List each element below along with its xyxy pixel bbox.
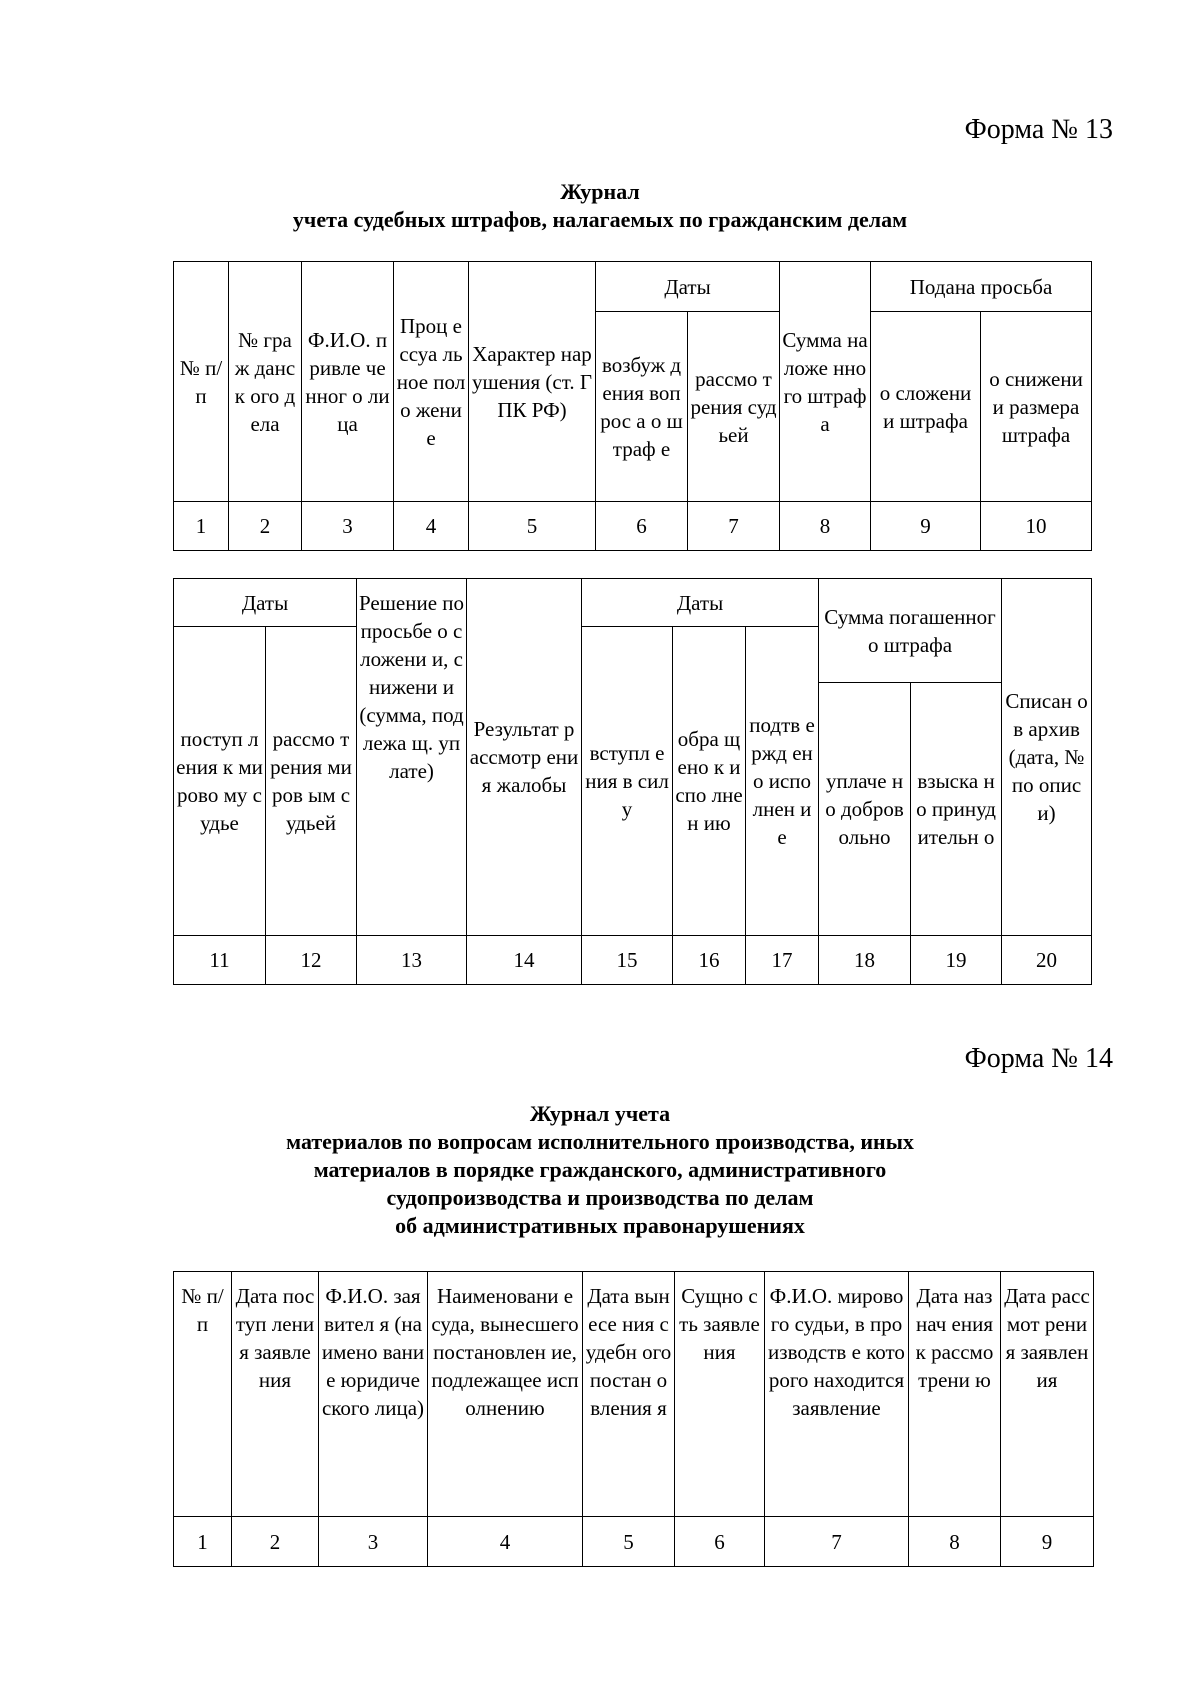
form-13-title-line2: учета судебных штрафов, налагаемых по гражданским делам <box>292 207 908 232</box>
col-header-magistrate-name: Ф.И.О. мирового судьи, в производств е которого находится заявление <box>765 1272 909 1517</box>
col-header-request-decision: Решение по просьбе о сложени и, снижени и (сумма, подлежа щ. уплате) <box>357 579 467 936</box>
form-14-title-line4: судопроизводства и производства по делам <box>386 1185 814 1210</box>
col-header-hearing-assignment-date: Дата назнач ения к рассмо трени ю <box>909 1272 1001 1517</box>
form-13-table-part2 <box>173 578 1092 985</box>
form-14-title-line1: Журнал учета <box>529 1101 671 1126</box>
form-14-title-line2: материалов по вопросам исполнительного производства, иных <box>286 1129 914 1154</box>
col-header-paid-voluntarily: уплаче но добров ольно <box>819 683 911 936</box>
col-header-receipt-date: Дата поступ ления заявле ния <box>232 1272 319 1517</box>
form-14-title <box>0 1100 1200 1240</box>
col-header-review-date: Дата рассмот рения заявлен ия <box>1001 1272 1094 1517</box>
col-header-case-number: № граж данск ого дела <box>229 262 302 502</box>
column-number-cell: 12 <box>266 936 357 985</box>
group-header-dates-1: Даты <box>174 579 357 627</box>
form-14-label: Форма № 14 <box>964 1043 1113 1074</box>
column-number-cell: 11 <box>174 936 266 985</box>
col-header-row-number: № п/п <box>174 262 229 502</box>
col-header-fine-waiver: о сложени и штрафа <box>871 312 981 502</box>
column-number-cell: 5 <box>583 1517 675 1567</box>
form-13-title-line1: Журнал <box>560 179 640 204</box>
col-header-applicant-name: Ф.И.О. заявител я (наимено вание юридиче ского лица) <box>319 1272 428 1517</box>
column-number-cell: 20 <box>1002 936 1092 985</box>
col-header-review-date: рассмо трения судьей <box>688 312 780 502</box>
col-header-court-name: Наименовани е суда, вынесшего постановлен ие, подлежащее исполнению <box>428 1272 583 1517</box>
column-number-cell: 14 <box>467 936 582 985</box>
col-header-entry-into-force: вступл ения в силу <box>582 627 673 936</box>
form-13-title <box>0 178 1200 234</box>
col-header-execution-confirmed: подтв ержд ено испо лнен ие <box>746 627 819 936</box>
col-header-fine-reduction: о снижени и размера штрафа <box>981 312 1092 502</box>
col-header-collected-forcibly: взыска но принуд ительн о <box>911 683 1002 936</box>
col-header-fine-amount: Сумма наложе нного штраф а <box>780 262 871 502</box>
col-header-magistrate-review-date: рассмо трения миров ым судьей <box>266 627 357 936</box>
column-number-cell: 4 <box>394 502 469 551</box>
column-number-cell: 9 <box>871 502 981 551</box>
column-number-cell: 1 <box>174 1517 232 1567</box>
column-number-cell: 6 <box>596 502 688 551</box>
col-header-procedural-status: Проц ессуа льное поло жени е <box>394 262 469 502</box>
group-header-request-filed: Подана просьба <box>871 262 1092 312</box>
col-header-sent-for-execution: обра щено к испо лнен ию <box>673 627 746 936</box>
column-number-cell: 8 <box>780 502 871 551</box>
column-number-cell: 15 <box>582 936 673 985</box>
column-number-cell: 7 <box>688 502 780 551</box>
col-header-ruling-date: Дата вынесе ния судебн ого постан овления я <box>583 1272 675 1517</box>
form-14-table <box>173 1271 1094 1567</box>
col-header-application-essence: Сущно сть заявле ния <box>675 1272 765 1517</box>
group-header-paid-fine-sum: Сумма погашенного штрафа <box>819 579 1002 683</box>
column-number-cell: 9 <box>1001 1517 1094 1567</box>
form-13-table-part1 <box>173 261 1092 551</box>
column-number-cell: 10 <box>981 502 1092 551</box>
group-header-dates: Даты <box>596 262 780 312</box>
col-header-violation-type: Характер нарушения (ст. ГПК РФ) <box>469 262 596 502</box>
column-number-cell: 18 <box>819 936 911 985</box>
column-number-cell: 1 <box>174 502 229 551</box>
column-number-cell: 17 <box>746 936 819 985</box>
col-header-initiation-date: возбуж дения вопрос а о штраф е <box>596 312 688 502</box>
group-header-dates-2: Даты <box>582 579 819 627</box>
col-header-archived: Списан о в архив (дата, № по описи) <box>1002 579 1092 936</box>
column-number-cell: 13 <box>357 936 467 985</box>
col-header-appeal-result: Результат рассмотр ения жалобы <box>467 579 582 936</box>
column-number-cell: 6 <box>675 1517 765 1567</box>
column-number-cell: 19 <box>911 936 1002 985</box>
form-14-title-line3: материалов в порядке гражданского, административного <box>313 1157 887 1182</box>
column-number-cell: 2 <box>229 502 302 551</box>
column-number-cell: 3 <box>302 502 394 551</box>
column-number-cell: 7 <box>765 1517 909 1567</box>
column-number-cell: 2 <box>232 1517 319 1567</box>
column-number-cell: 4 <box>428 1517 583 1567</box>
column-number-cell: 8 <box>909 1517 1001 1567</box>
column-number-cell: 3 <box>319 1517 428 1567</box>
col-header-receipt-date: поступ ления к мирово му судье <box>174 627 266 936</box>
form-13-label: Форма № 13 <box>964 114 1113 145</box>
form-14-title-line5: об административных правонарушениях <box>395 1213 805 1238</box>
column-number-cell: 16 <box>673 936 746 985</box>
column-number-cell: 5 <box>469 502 596 551</box>
col-header-person-name: Ф.И.О. привле ченног о лица <box>302 262 394 502</box>
col-header-row-number: № п/п <box>174 1272 232 1517</box>
